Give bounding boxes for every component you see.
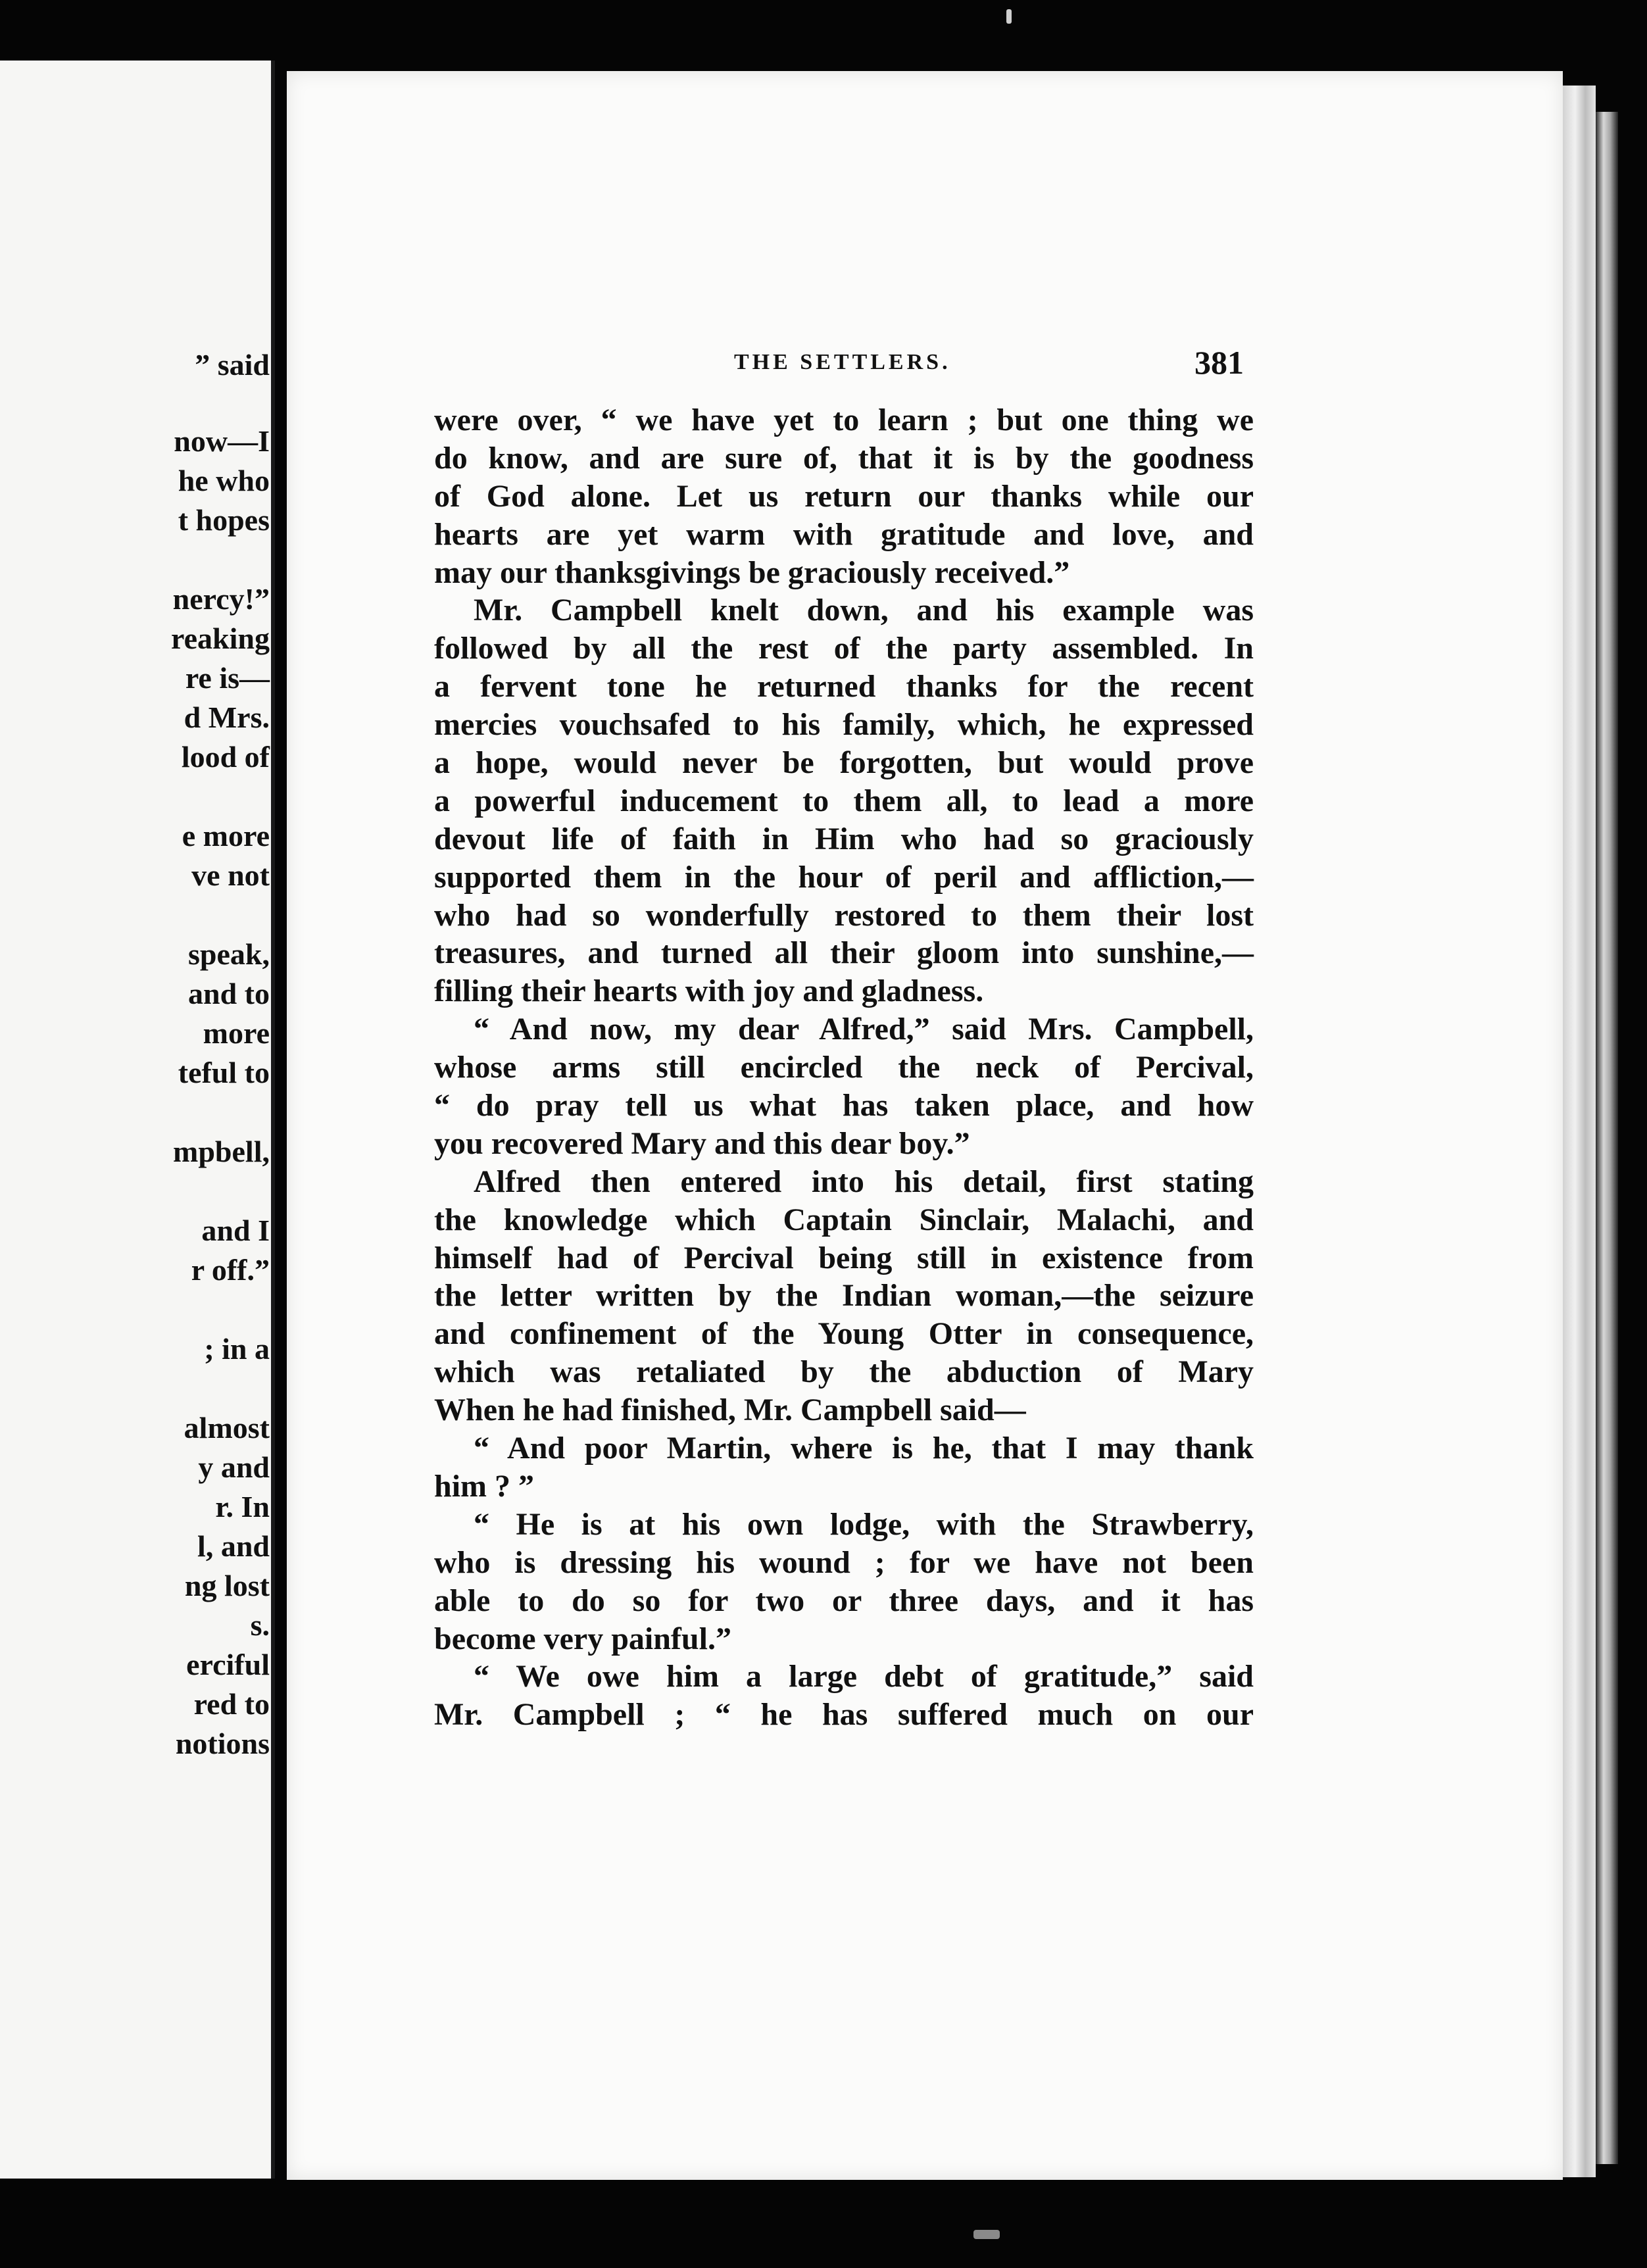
page-header xyxy=(287,343,1563,383)
text-line: Alfred then entered into his detail, first stating xyxy=(474,1164,1254,1199)
previous-page-fragment: ve not xyxy=(191,858,270,892)
text-line: the letter written by the Indian woman,—the seizure xyxy=(434,1278,1254,1314)
running-head: THE SETTLERS. xyxy=(734,350,951,374)
scan-artifact-top xyxy=(1006,9,1012,24)
text-line: mercies vouchsafed to his family, which, he expressed xyxy=(434,707,1254,743)
text-line: supported them in the hour of peril and affliction,— xyxy=(434,859,1254,895)
previous-page-fragment: d Mrs. xyxy=(184,701,270,734)
previous-page-fragment: nercy!” xyxy=(172,582,270,616)
previous-page-fragment: now—I xyxy=(174,424,270,458)
text-line: a powerful inducement to them all, to lead a more xyxy=(434,783,1254,818)
text-line: When he had finished, Mr. Campbell said— xyxy=(434,1393,1026,1428)
text-line: do know, and are sure of, that it is by the goodness xyxy=(434,440,1254,476)
previous-page-fragment: r. In xyxy=(215,1490,270,1523)
text-line: devout life of faith in Him who had so graciously xyxy=(434,821,1254,856)
previous-page-fragment: he who xyxy=(178,464,270,497)
book-page xyxy=(287,71,1563,2180)
previous-page-fragment: e more xyxy=(182,819,270,852)
text-line: “ do pray tell us what has taken place, and how xyxy=(434,1088,1254,1123)
previous-page-fragment: lood of xyxy=(181,740,270,774)
previous-page-fragment: speak, xyxy=(188,937,270,971)
previous-page-fragment: ” said xyxy=(195,348,270,382)
previous-page-fragment: s. xyxy=(250,1608,270,1642)
text-line: followed by all the rest of the party assembled. In xyxy=(434,631,1254,666)
text-line: may our thanksgivings be graciously received.” xyxy=(434,555,1070,590)
previous-page-fragment: y and xyxy=(198,1450,270,1484)
previous-page-fragment: and to xyxy=(188,977,270,1010)
previous-page-fragment: mpbell, xyxy=(173,1135,270,1168)
text-line: “ And poor Martin, where is he, that I may thank xyxy=(474,1431,1254,1466)
previous-page-fragment: almost xyxy=(184,1411,270,1444)
previous-page-fragment: t hopes xyxy=(178,503,270,537)
scan-artifact-bottom xyxy=(973,2230,1000,2239)
text-line: himself had of Percival being still in existence from xyxy=(434,1240,1254,1275)
text-line: the knowledge which Captain Sinclair, Malachi, and xyxy=(434,1202,1254,1237)
page-number: 381 xyxy=(1194,344,1244,381)
text-line: were over, “ we have yet to learn ; but one thing we xyxy=(434,403,1254,437)
previous-page-fragment: erciful xyxy=(186,1648,270,1681)
previous-page-fragment: teful to xyxy=(178,1056,270,1089)
previous-page-fragment: l, and xyxy=(197,1529,270,1563)
text-line: whose arms still encircled the neck of Percival, xyxy=(434,1050,1254,1085)
text-line: become very painful.” xyxy=(434,1621,731,1656)
previous-page-fragment: notions xyxy=(175,1727,270,1760)
text-line: Mr. Campbell ; “ he has suffered much on our xyxy=(434,1697,1254,1733)
text-line: you recovered Mary and this dear boy.” xyxy=(434,1125,970,1161)
text-line: “ He is at his own lodge, with the Strawberry, xyxy=(474,1506,1254,1542)
previous-page-fragment: more xyxy=(203,1016,270,1050)
text-line: a hope, would never be forgotten, but would prove xyxy=(434,745,1254,781)
previous-page-fragment: ng lost xyxy=(184,1569,270,1602)
previous-page-fragment: red to xyxy=(193,1687,270,1721)
book-cover-edge xyxy=(1596,112,1618,2164)
text-line: which was retaliated by the abduction of Mary xyxy=(434,1354,1254,1390)
text-line: “ We owe him a large debt of gratitude,” said xyxy=(474,1659,1254,1694)
page-body-text xyxy=(434,401,1254,1734)
text-line: him ? ” xyxy=(434,1468,535,1504)
text-line: “ And now, my dear Alfred,” said Mrs. Campbell, xyxy=(474,1012,1254,1047)
previous-page-fragment: and I xyxy=(201,1214,270,1247)
text-line: filling their hearts with joy and gladness. xyxy=(434,974,984,1009)
text-line: of God alone. Let us return our thanks while our xyxy=(434,478,1254,514)
text-line: who had so wonderfully restored to them their lost xyxy=(434,897,1254,933)
previous-page-fragment: ; in a xyxy=(204,1332,270,1366)
page-stack-edge xyxy=(1561,86,1596,2177)
previous-page-fragment: reaking xyxy=(171,622,270,655)
text-line: and confinement of the Young Otter in consequence, xyxy=(434,1316,1254,1352)
text-line: treasures, and turned all their gloom into sunshine,— xyxy=(434,935,1254,971)
text-line: hearts are yet warm with gratitude and love, and xyxy=(434,516,1254,552)
text-line: who is dressing his wound ; for we have not been xyxy=(434,1544,1254,1580)
previous-page-edge xyxy=(0,61,275,2179)
text-line: able to do so for two or three days, and it has xyxy=(434,1583,1254,1618)
previous-page-fragment: re is— xyxy=(185,661,270,695)
previous-page-fragment: r off.” xyxy=(191,1253,270,1287)
text-line: Mr. Campbell knelt down, and his example was xyxy=(474,593,1254,628)
text-line: a fervent tone he returned thanks for the recent xyxy=(434,669,1254,704)
